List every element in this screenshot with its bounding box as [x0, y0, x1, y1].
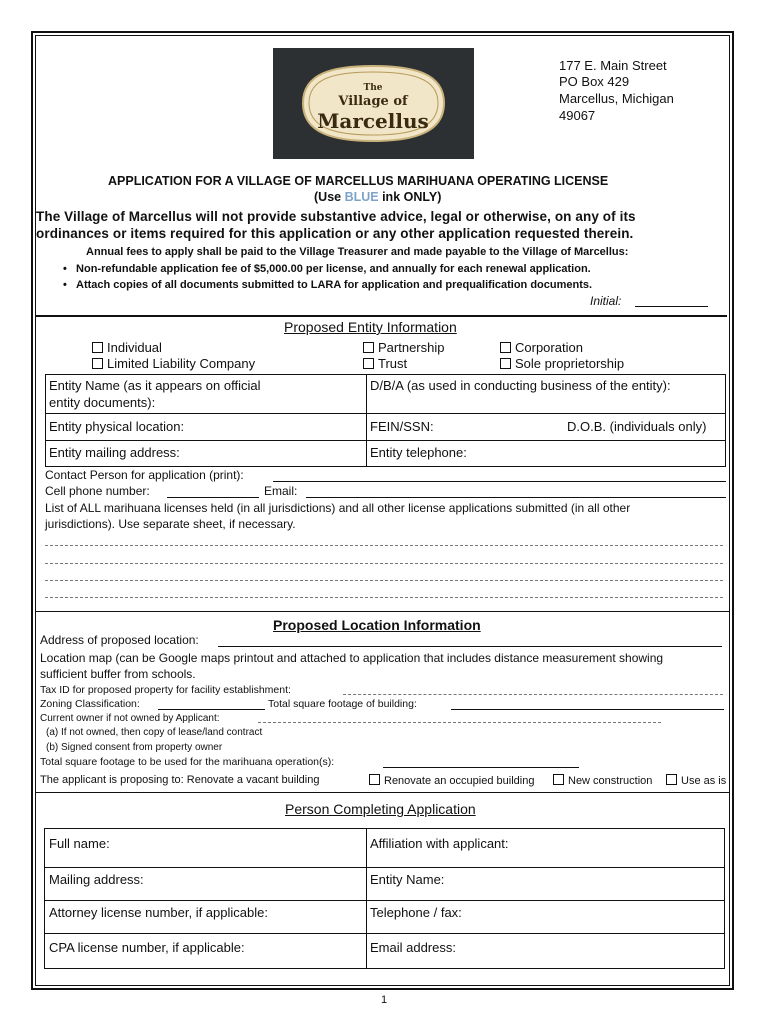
checkbox-individual[interactable]	[92, 342, 103, 353]
initial-field[interactable]	[635, 306, 708, 307]
option-llc-label: Limited Liability Company	[107, 356, 256, 371]
person-table-row-divider-1	[44, 867, 725, 868]
proposal-option-occupied[interactable]	[369, 774, 534, 787]
telephone-fax-label: Telephone / fax:	[370, 905, 462, 920]
licenses-line-1[interactable]	[45, 545, 723, 546]
svg-text:Marcellus: Marcellus	[317, 109, 429, 133]
cpa-license-label: CPA license number, if applicable:	[49, 940, 245, 955]
option-sole-proprietorship-label: Sole proprietorship	[515, 356, 625, 371]
checkbox-sole-proprietorship[interactable]	[500, 358, 511, 369]
zoning-field[interactable]	[158, 709, 265, 710]
cell-phone-field[interactable]	[167, 497, 259, 498]
option-individual-label: Individual	[107, 340, 162, 355]
logo-emblem	[273, 48, 474, 159]
checkbox-renovate-occupied[interactable]	[369, 774, 380, 785]
proposal-option-as-is[interactable]	[666, 774, 726, 787]
village-logo	[273, 48, 474, 159]
entity-table-col-divider	[366, 374, 367, 467]
ink-color-word: BLUE	[344, 190, 379, 204]
person-section-heading: Person Completing Application	[285, 801, 476, 817]
checkbox-corporation[interactable]	[500, 342, 511, 353]
checkbox-use-as-is[interactable]	[666, 774, 677, 785]
entity-table-row-divider-1	[45, 413, 726, 414]
form-title: APPLICATION FOR A VILLAGE OF MARCELLUS MARIHUANA OPERATING LICENSE	[108, 174, 609, 188]
current-owner-label: Current owner if not owned by Applicant:	[40, 713, 220, 724]
proposed-address-label: Address of proposed location:	[40, 633, 199, 647]
option-partnership-label: Partnership	[378, 340, 445, 355]
operation-sqft-label: Total square footage to be used for the marihuana operation(s):	[40, 756, 335, 768]
checkbox-new-construction[interactable]	[553, 774, 564, 785]
svg-text:Village of: Village of	[338, 94, 408, 109]
location-map-label-2: sufficient buffer from schools.	[40, 667, 196, 681]
proposal-option-occupied-label: Renovate an occupied building	[384, 775, 535, 787]
licenses-list-label-1: List of ALL marihuana licenses held (in all jurisdictions) and all other license applications submitted (in all other	[45, 501, 631, 515]
disclaimer-line-2: ordinances or items required for this application or any other application requested therein.	[36, 226, 634, 241]
tax-id-label: Tax ID for proposed property for facility establishment:	[40, 684, 291, 696]
address-line-3: Marcellus, Michigan	[559, 91, 674, 106]
mailing-address-label: Entity mailing address:	[49, 445, 180, 460]
fein-label: FEIN/SSN:	[370, 419, 434, 434]
location-section-heading: Proposed Location Information	[273, 617, 481, 633]
address-line-2: PO Box 429	[559, 74, 630, 89]
option-corporation[interactable]	[500, 340, 583, 355]
affiliation-label: Affiliation with applicant:	[370, 836, 509, 851]
cell-phone-label: Cell phone number:	[45, 484, 150, 498]
contact-person-field[interactable]	[273, 481, 726, 482]
email-field[interactable]	[306, 497, 726, 498]
person-table-row-divider-2	[44, 900, 725, 901]
licenses-list-label-2: jurisdictions). Use separate sheet, if necessary.	[45, 517, 296, 531]
person-mailing-label: Mailing address:	[49, 872, 144, 887]
option-partnership[interactable]	[363, 340, 444, 355]
entity-table-row-divider-2	[45, 440, 726, 441]
person-entity-name-label: Entity Name:	[370, 872, 445, 887]
dba-label: D/B/A (as used in conducting business of the entity):	[370, 378, 671, 393]
checkbox-trust[interactable]	[363, 358, 374, 369]
operation-sqft-field[interactable]	[383, 767, 579, 768]
full-name-label: Full name:	[49, 836, 110, 851]
licenses-line-4[interactable]	[45, 597, 723, 598]
tax-id-field[interactable]	[343, 694, 723, 695]
ink-instruction-close: ink ONLY)	[378, 190, 442, 204]
ink-instruction	[314, 190, 441, 204]
section-divider-3	[36, 792, 729, 793]
email-address-label: Email address:	[370, 940, 456, 955]
fees-intro: Annual fees to apply shall be paid to the Village Treasurer and made payable to the Village of Marcellus:	[86, 246, 629, 258]
entity-telephone-label: Entity telephone:	[370, 445, 467, 460]
svg-text:The: The	[363, 83, 383, 93]
initial-label: Initial:	[590, 294, 622, 308]
option-trust-label: Trust	[378, 356, 408, 371]
person-table-col-divider	[366, 828, 367, 969]
building-sqft-label: Total square footage of building:	[268, 698, 417, 710]
section-divider-2	[36, 611, 729, 612]
attorney-license-label: Attorney license number, if applicable:	[49, 905, 268, 920]
email-label: Email:	[264, 484, 298, 498]
licenses-line-2[interactable]	[45, 563, 723, 564]
contact-person-label: Contact Person for application (print):	[45, 468, 244, 482]
owner-requirement-b: (b) Signed consent from property owner	[46, 742, 223, 753]
person-table-row-divider-3	[44, 933, 725, 934]
fees-bullet-2: • Attach copies of all documents submitted to LARA for application and prequalification documents.	[63, 279, 593, 291]
current-owner-field[interactable]	[258, 722, 661, 723]
address-line-1: 177 E. Main Street	[559, 58, 667, 73]
building-sqft-field[interactable]	[451, 709, 724, 710]
licenses-line-3[interactable]	[45, 580, 723, 581]
proposal-option-new-label: New construction	[568, 775, 653, 787]
page-number: 1	[381, 994, 388, 1006]
option-sole-proprietorship[interactable]	[500, 356, 624, 371]
physical-location-label: Entity physical location:	[49, 419, 185, 434]
fees-bullet-1: • Non-refundable application fee of $5,000.00 per license, and annually for each renewal application.	[63, 263, 591, 275]
entity-name-label: Entity Name (as it appears on official	[49, 378, 261, 393]
fees-bullet-2-text: Attach copies of all documents submitted to LARA for application and prequalification documents.	[76, 279, 593, 291]
owner-requirement-a: (a) If not owned, then copy of lease/land contract	[46, 727, 263, 738]
proposal-label: The applicant is proposing to: Renovate a vacant building	[40, 774, 320, 786]
proposal-option-as-is-label: Use as is	[681, 775, 727, 787]
proposal-option-new[interactable]	[553, 774, 652, 787]
dob-label: D.O.B. (individuals only)	[567, 419, 707, 434]
disclaimer-line-1: The Village of Marcellus will not provide substantive advice, legal or otherwise, on any of its	[36, 209, 636, 224]
option-individual[interactable]	[92, 340, 162, 355]
address-line-4: 49067	[559, 108, 596, 123]
checkbox-partnership[interactable]	[363, 342, 374, 353]
option-llc[interactable]	[92, 356, 255, 371]
proposed-address-field[interactable]	[218, 646, 722, 647]
location-map-label-1: Location map (can be Google maps printout and attached to application that includes distance measurement showing	[40, 651, 664, 665]
fees-bullet-1-text: Non-refundable application fee of $5,000.00 per license, and annually for each renewal application.	[76, 263, 591, 275]
section-divider	[36, 315, 727, 317]
option-trust[interactable]	[363, 356, 407, 371]
entity-name-label-cont: entity documents):	[49, 395, 156, 410]
entity-section-heading: Proposed Entity Information	[284, 319, 457, 335]
option-corporation-label: Corporation	[515, 340, 583, 355]
ink-instruction-open: (Use	[314, 190, 345, 204]
zoning-label: Zoning Classification:	[40, 698, 140, 710]
checkbox-llc[interactable]	[92, 358, 103, 369]
